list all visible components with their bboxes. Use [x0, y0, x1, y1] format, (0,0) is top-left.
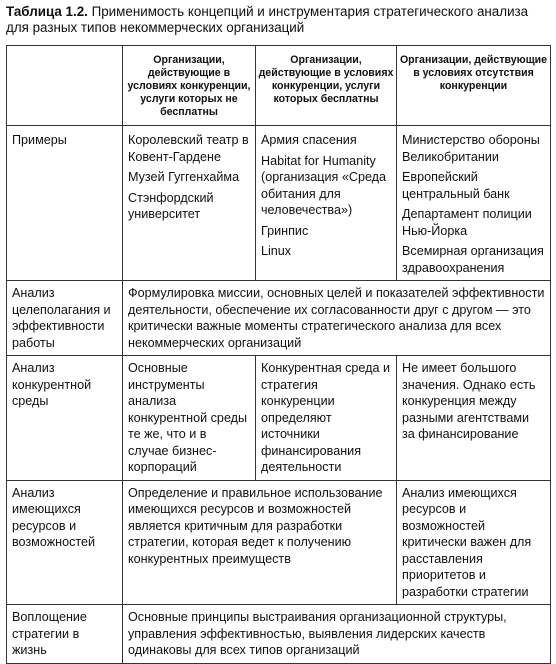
header-non-competitive: Организации, действующие в условиях отсутствия конкуренции	[397, 46, 551, 126]
example-item: Всемирная организация здравоохранения	[402, 244, 544, 275]
header-free-competitive: Организации, действующие в условиях конкуренции, услуги которых бесплатны	[256, 46, 397, 126]
resources-competitive: Определение и правильное использование имеющихся ресурсов и возможностей является критичным для разработки стратегии, которая ведет к получению конкурентных преимуществ	[123, 480, 397, 605]
header-empty	[7, 46, 123, 126]
table-row-competition	[7, 356, 551, 481]
row-label-competition: Анализ конкурентной среды	[7, 356, 123, 481]
example-item: Департамент полиции Нью-Йорка	[402, 207, 532, 238]
table-caption	[6, 4, 546, 36]
competition-paid-competitive: Основные инструменты анализа конкурентной среды те же, что и в случае бизнес-корпораций	[123, 356, 256, 481]
table-row-goals	[7, 281, 551, 356]
row-label-examples: Примеры	[7, 126, 123, 281]
table-header-row	[7, 46, 551, 126]
competition-non-competitive: Не имеет большого значения. Однако есть конкуренция между разными агентствами за финансирование	[397, 356, 551, 481]
applicability-table	[6, 45, 551, 664]
implementation-text: Основные принципы выстраивания организационной структуры, управления эффективностью, выявления лидерских качеств одинаковы для всех типов организаций	[123, 605, 551, 664]
example-item: Музей Гуггенхайма	[128, 170, 240, 184]
resources-non-competitive: Анализ имеющихся ресурсов и возможностей критически важен для расставления приоритетов и разработки стратегии	[397, 480, 551, 605]
examples-free-competitive	[256, 126, 397, 281]
examples-non-competitive	[397, 126, 551, 281]
example-item: Гринпис	[261, 223, 309, 238]
caption-text: Применимость концепций и инструментария стратегического анализа для разных типов некоммерческих организаций	[6, 4, 529, 35]
table-row-implementation	[7, 605, 551, 664]
goals-text: Формулировка миссии, основных целей и показателей эффективности деятельности, обеспечение их согласованности друг с другом — это критически важные моменты стратегического анализа для всех некоммерческих организаций	[123, 281, 551, 356]
row-label-implementation: Воплощение стратегии в жизнь	[7, 605, 123, 664]
example-item: Европейский центральный банк	[402, 170, 510, 201]
header-paid-competitive: Организации, действующие в условиях конкуренции, услуги которых не бесплатны	[123, 46, 256, 126]
example-item: Армия спасения	[261, 133, 357, 147]
example-item: Linux	[261, 244, 292, 258]
example-item: Министерство обороны Великобритании	[402, 133, 540, 164]
examples-paid-competitive	[123, 126, 256, 281]
table-row-resources	[7, 480, 551, 605]
caption-label: Таблица 1.2.	[6, 4, 88, 19]
row-label-goals: Анализ целеполагания и эффективности работы	[7, 281, 123, 356]
row-label-resources: Анализ имеющихся ресурсов и возможностей	[7, 480, 123, 605]
competition-free-competitive: Конкурентная среда и стратегия конкуренции определяют источники финансирования деятельности	[256, 356, 397, 481]
example-item: Стэнфордский университет	[128, 190, 214, 221]
example-item: Habitat for Humanity (организация «Среда обитания для человечества»)	[261, 153, 387, 217]
table-row-examples	[7, 126, 551, 281]
example-item: Королевский театр в Ковент-Гардене	[128, 133, 249, 164]
